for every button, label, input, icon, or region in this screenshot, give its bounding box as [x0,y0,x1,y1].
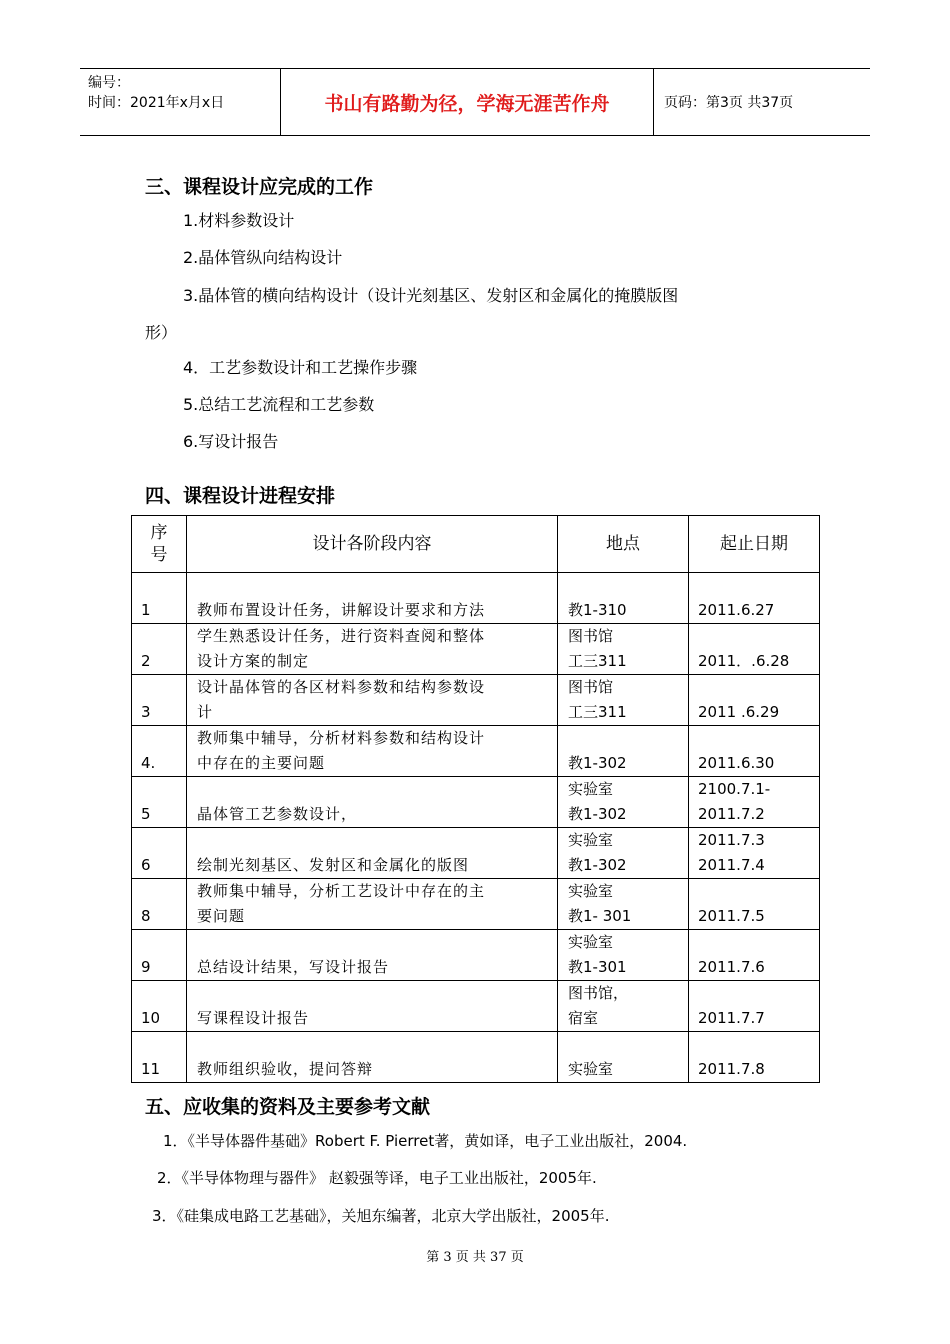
section-3-item: 1.材料参数设计 [183,211,295,230]
cell-content-line: 教师集中辅导，分析材料参数和结构设计 [197,729,486,747]
cell-no: 6 [132,828,187,879]
cell-content-line: 教师集中辅导，分析工艺设计中存在的主 [197,882,486,900]
cell-place [558,624,689,675]
cell-place-line: 教1-302 [568,754,627,772]
page-header [80,68,870,136]
cell-content-line: 计 [197,703,214,721]
cell-place-line: 教1-301 [568,958,627,976]
reference-item: 3．《硅集成电路工艺基础》，关旭东编著，北京大学出版社，2005年. [152,1207,610,1225]
cell-no: 2 [132,624,187,675]
cell-content-line: 学生熟悉设计任务，进行资料查阅和整体 [197,627,486,645]
cell-content-line: 设计方案的制定 [197,652,310,670]
table-row [132,828,820,879]
cell-place-line: 实验室 [568,780,614,798]
cell-date [689,624,820,675]
cell-date [689,1032,820,1083]
cell-no: 9 [132,930,187,981]
cell-content [187,573,558,624]
cell-content [187,675,558,726]
header-place: 地点 [558,516,689,573]
cell-place-line: 实验室 [568,882,614,900]
cell-content-line: 设计晶体管的各区材料参数和结构参数设 [197,678,486,696]
cell-place-line: 教1-302 [568,805,627,823]
cell-date-line: 2011.7.7 [698,1009,765,1027]
header-content: 设计各阶段内容 [187,516,558,573]
section-4-title: 四、课程设计进程安排 [145,485,336,507]
cell-content [187,879,558,930]
table-row [132,573,820,624]
section-3-item: 2.晶体管纵向结构设计 [183,248,343,267]
reference-item: 1．《半导体器件基础》Robert F. Pierret著，黄如译，电子工业出版社，2004. [163,1132,688,1150]
cell-place-line: 图书馆， [568,984,629,1002]
cell-no: 10 [132,981,187,1032]
header-page-code: 页码：第3页 共37页 [664,95,794,111]
header-no-line: 序 [150,523,168,543]
section-5-title: 五、应收集的资料及主要参考文献 [145,1096,431,1118]
header-motto: 书山有路勤为径，学海无涯苦作舟 [280,69,654,135]
cell-place [558,573,689,624]
header-date: 起止日期 [689,516,820,573]
cell-content [187,624,558,675]
cell-place [558,828,689,879]
table-row [132,624,820,675]
cell-date [689,930,820,981]
cell-place [558,726,689,777]
cell-content [187,1032,558,1083]
section-3-item: 4．工艺参数设计和工艺操作步骤 [183,358,418,377]
cell-content [187,828,558,879]
cell-no: 4. [132,726,187,777]
cell-place [558,879,689,930]
cell-content-line: 教师组织验收，提问答辩 [197,1060,374,1078]
cell-no: 1 [132,573,187,624]
cell-date-line: 2100.7.1- [698,780,771,798]
header-meta [80,69,280,135]
cell-date-line: 2011.7.8 [698,1060,765,1078]
cell-date-line: 2011.7.6 [698,958,765,976]
cell-date-line: 2011.6.30 [698,754,775,772]
cell-date [689,777,820,828]
cell-no: 5 [132,777,187,828]
section-3-item: 5.总结工艺流程和工艺参数 [183,395,375,414]
cell-content-line: 总结设计结果，写设计报告 [197,958,390,976]
cell-place-line: 教1-310 [568,601,627,619]
table-row [132,726,820,777]
cell-date-line: 2011．.6.28 [698,652,790,670]
time-label: 时间：2021年x月x日 [88,95,225,111]
cell-date [689,828,820,879]
cell-content-line: 写课程设计报告 [197,1009,310,1027]
cell-place-line: 实验室 [568,933,614,951]
cell-no: 3 [132,675,187,726]
table-row [132,879,820,930]
header-no-line: 号 [150,545,168,565]
cell-date-line: 2011.7.4 [698,856,765,874]
section-3-item-continued: 形） [145,323,178,342]
cell-date [689,981,820,1032]
cell-place-line: 教1-302 [568,856,627,874]
reference-item: 2．《半导体物理与器件》 赵毅强等译，电子工业出版社，2005年. [157,1169,597,1187]
table-row [132,675,820,726]
cell-content [187,726,558,777]
page-footer: 第 3 页 共 37 页 [426,1250,524,1265]
cell-place-line: 实验室 [568,831,614,849]
cell-place-line: 实验室 [568,1060,614,1078]
cell-place-line: 工三311 [568,652,627,670]
cell-date-line: 2011.7.2 [698,805,765,823]
cell-place [558,930,689,981]
cell-no: 8 [132,879,187,930]
cell-content-line: 教师布置设计任务，讲解设计要求和方法 [197,601,486,619]
cell-date-line: 2011.7.3 [698,831,765,849]
cell-content [187,930,558,981]
cell-date [689,879,820,930]
table-body [132,573,820,1083]
cell-date-line: 2011 .6.29 [698,703,780,721]
cell-place [558,675,689,726]
table-row [132,930,820,981]
cell-date-line: 2011.6.27 [698,601,775,619]
cell-place-line: 图书馆 [568,678,614,696]
table-row [132,777,820,828]
section-3-item: 6.写设计报告 [183,432,279,451]
table-header-row [132,516,820,573]
cell-place [558,981,689,1032]
header-no [132,516,187,573]
cell-content [187,981,558,1032]
cell-date [689,675,820,726]
cell-content-line: 绘制光刻基区、发射区和金属化的版图 [197,856,470,874]
cell-content-line: 晶体管工艺参数设计， [197,805,358,823]
schedule-table [131,515,820,1083]
section-3-item: 3.晶体管的横向结构设计（设计光刻基区、发射区和金属化的掩膜版图 [183,286,679,305]
cell-date [689,573,820,624]
section-3-title: 三、课程设计应完成的工作 [145,176,374,198]
cell-place-line: 图书馆 [568,627,614,645]
number-label: 编号： [88,75,130,91]
table-row [132,1032,820,1083]
cell-no: 11 [132,1032,187,1083]
cell-place [558,777,689,828]
cell-date [689,726,820,777]
cell-place-line: 教1- 301 [568,907,632,925]
cell-place [558,1032,689,1083]
cell-content [187,777,558,828]
cell-date-line: 2011.7.5 [698,907,765,925]
table-row [132,981,820,1032]
cell-content-line: 中存在的主要问题 [197,754,326,772]
cell-content-line: 要问题 [197,907,246,925]
cell-place-line: 工三311 [568,703,627,721]
cell-place-line: 宿室 [568,1009,599,1027]
